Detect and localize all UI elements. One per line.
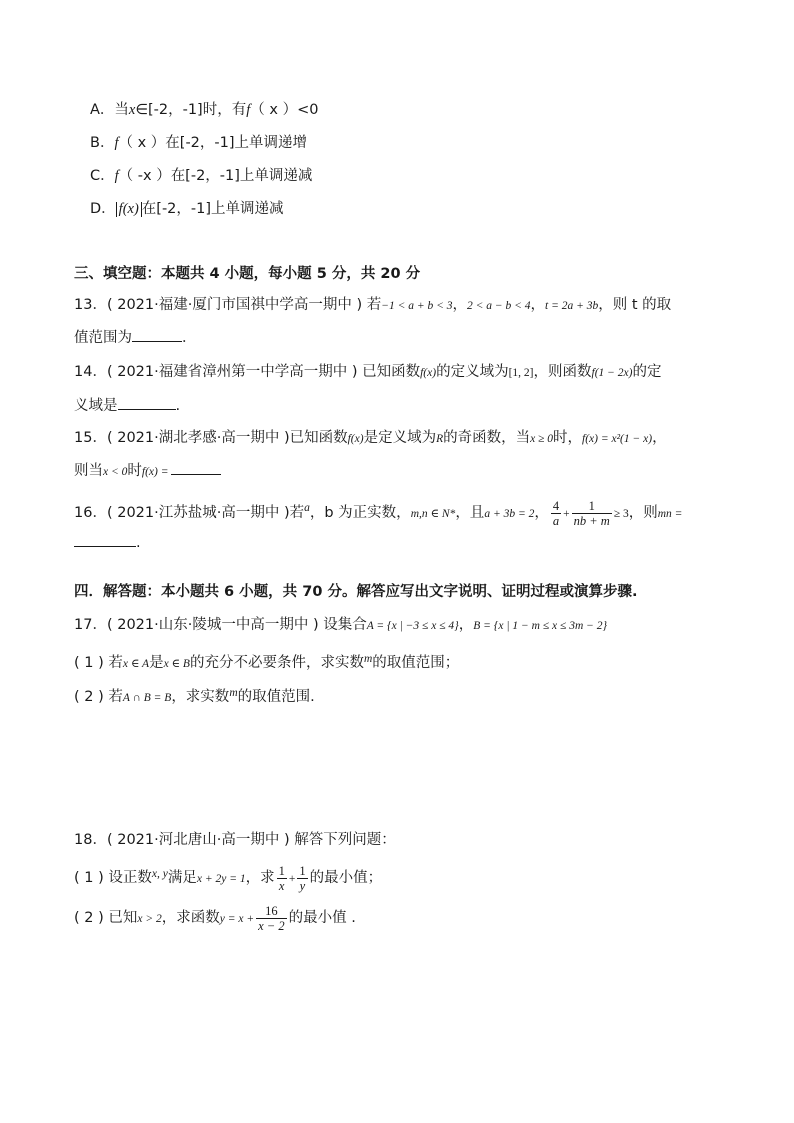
sep: . <box>136 535 141 551</box>
question-text: 15．( 2021·湖北孝感·高一期中 )已知函数 <box>74 430 348 446</box>
math-expr: ≥ 3 <box>613 508 629 520</box>
question-15-line2 <box>74 460 221 482</box>
sep: ， <box>534 505 549 521</box>
answer-blank[interactable] <box>171 460 221 475</box>
math-expr: R <box>436 433 444 445</box>
question-16-line2 <box>74 532 141 553</box>
question-18-part2 <box>74 902 356 935</box>
option-c <box>90 166 312 186</box>
sep: ． <box>182 330 197 346</box>
answer-blank[interactable] <box>132 327 182 342</box>
question-17-part2 <box>74 683 315 708</box>
question-text: 的取值范围； <box>372 655 460 671</box>
question-text: 义域是 <box>74 398 118 414</box>
math-var: x <box>128 102 136 118</box>
option-text: （ -x ）在[-2，-1]上单调递减 <box>118 168 313 184</box>
question-text: 16．( 2021·江苏盐城·高一期中 )若 <box>74 505 305 521</box>
section-title-fill-blank: 三、填空题：本题共 4 小题，每小题 5 分，共 20 分 <box>74 266 421 282</box>
sep: . <box>175 398 181 414</box>
fraction <box>277 864 287 893</box>
question-14-line2 <box>74 395 180 416</box>
math-var: a <box>304 502 310 514</box>
question-text: 14．( 2021·福建省漳州第一中学高一期中 ) 已知函数 <box>74 364 421 380</box>
question-text: ，则 <box>628 505 658 521</box>
frac-num: 4 <box>552 498 560 513</box>
fraction <box>572 499 612 528</box>
frac-den: a <box>552 513 560 528</box>
math-expr: t = 2a + 3b <box>545 300 599 312</box>
math-func: f <box>114 135 119 151</box>
math-expr: A = {x | −3 ≤ x ≤ 4} <box>366 620 459 632</box>
question-text: 满足 <box>167 870 197 886</box>
sep: ， <box>530 297 546 313</box>
answer-blank[interactable] <box>118 395 176 410</box>
section-title-answer: 四．解答题：本小题共 6 小题，共 70 分。解答应写出文字说明、证明过程或演算步骤. <box>74 584 638 600</box>
question-13-line2 <box>74 327 197 348</box>
option-d <box>90 199 284 219</box>
sep: ， <box>652 430 667 446</box>
math-expr: m,n ∈ N* <box>410 508 456 520</box>
math-expr: x ∈ B <box>163 658 190 670</box>
math-expr: x > 2 <box>137 913 162 925</box>
math-func: f <box>246 102 251 118</box>
question-text: ，求函数 <box>161 910 220 926</box>
question-text: 的奇函数，当 <box>443 430 531 446</box>
question-15 <box>74 428 667 449</box>
question-text: ( 1 ) 设正数 <box>74 870 152 886</box>
question-16 <box>74 492 682 530</box>
fraction <box>256 904 286 933</box>
math-expr: f(x) = <box>141 466 169 478</box>
question-18-part1 <box>74 858 382 895</box>
math-op: + <box>288 873 296 885</box>
question-text: 的充分不必要条件，求实数 <box>189 655 364 671</box>
math-expr: x + 2y = 1 <box>196 873 246 885</box>
math-func: f <box>114 168 119 184</box>
question-text: 的最小值 . <box>288 910 356 926</box>
option-label: A．当 <box>90 102 129 118</box>
math-expr: f(x) <box>420 367 437 379</box>
math-expr: A ∩ B = B <box>122 692 172 704</box>
option-text: （ x ）<0 <box>250 102 319 118</box>
math-expr: f(1 − 2x) <box>591 367 633 379</box>
fraction <box>297 864 307 893</box>
math-expr: a + 3b = 2 <box>484 508 535 520</box>
question-17-part1 <box>74 649 459 674</box>
question-text: ，则 t 的取 <box>598 297 672 313</box>
question-text: ，求实数 <box>171 689 230 705</box>
math-expr: x, y <box>151 868 168 880</box>
math-op: + <box>563 508 570 520</box>
math-var: m <box>229 687 238 699</box>
question-text: ( 1 ) 若 <box>74 655 123 671</box>
math-expr: [1, 2] <box>508 367 534 379</box>
math-expr: B = {x | 1 − m ≤ x ≤ 3m − 2} <box>473 620 608 632</box>
question-18: 18．( 2021·河北唐山·高一期中 ) 解答下列问题： <box>74 832 396 848</box>
question-text: ，且 <box>455 505 485 521</box>
fraction <box>551 499 561 528</box>
question-text: 是定义域为 <box>363 430 437 446</box>
option-label: B． <box>90 135 115 151</box>
question-text: 17．( 2021·山东·陵城一中高一期中 ) 设集合 <box>74 617 367 633</box>
frac-num: 1 <box>278 863 285 878</box>
question-text: 的最小值； <box>309 870 383 886</box>
question-13 <box>74 295 671 316</box>
question-text: 时， <box>553 430 583 446</box>
question-text: ( 2 ) 已知 <box>74 910 138 926</box>
option-text: ∈[-2，-1]时，有 <box>135 102 247 118</box>
frac-den: y <box>299 878 306 893</box>
question-text: 13．( 2021·福建·厦门市国祺中学高一期中 ) 若 <box>74 297 382 313</box>
question-text: 则当 <box>74 463 103 479</box>
math-var: m <box>363 653 373 665</box>
question-text: ，则函数 <box>533 364 592 380</box>
math-abs: f(x) <box>116 202 142 217</box>
math-expr: f(x) <box>347 433 364 445</box>
question-text: 是 <box>149 655 164 671</box>
question-text: ，b 为正实数， <box>309 505 411 521</box>
question-text: ，求 <box>245 870 275 886</box>
math-expr: −1 < a + b < 3 <box>381 300 453 312</box>
sep: ， <box>458 617 474 633</box>
question-text: 的取值范围. <box>237 689 315 705</box>
math-expr: 2 < a − b < 4 <box>467 300 531 312</box>
question-text: 值范围为 <box>74 330 132 346</box>
math-expr: f(x) = x²(1 − x) <box>582 433 653 445</box>
question-text: 时 <box>127 463 142 479</box>
frac-num: 1 <box>299 863 306 878</box>
math-expr: x ∈ A <box>122 658 150 670</box>
math-expr: y = x + <box>219 913 255 925</box>
math-expr: x < 0 <box>103 466 128 478</box>
frac-num: 16 <box>256 904 286 919</box>
option-text: （ x ）在[-2，-1]上单调递增 <box>118 135 308 151</box>
option-a <box>90 100 318 120</box>
option-b <box>90 133 307 153</box>
sep: ， <box>452 297 468 313</box>
option-label: D． <box>90 201 116 217</box>
frac-den: x − 2 <box>258 918 285 933</box>
option-label: C． <box>90 168 115 184</box>
math-expr: mn = <box>657 508 683 520</box>
math-expr: x ≥ 0 <box>530 433 554 445</box>
question-text: 的定义域为 <box>436 364 509 380</box>
option-text: 在[-2，-1]上单调递减 <box>141 201 284 217</box>
question-17 <box>74 615 607 636</box>
question-text: ( 2 ) 若 <box>74 689 123 705</box>
frac-den: nb + m <box>573 513 610 528</box>
question-14 <box>74 362 661 383</box>
frac-num: 1 <box>572 499 612 514</box>
answer-blank[interactable] <box>74 532 136 547</box>
question-text: 的定 <box>632 364 662 380</box>
frac-den: x <box>278 878 285 893</box>
